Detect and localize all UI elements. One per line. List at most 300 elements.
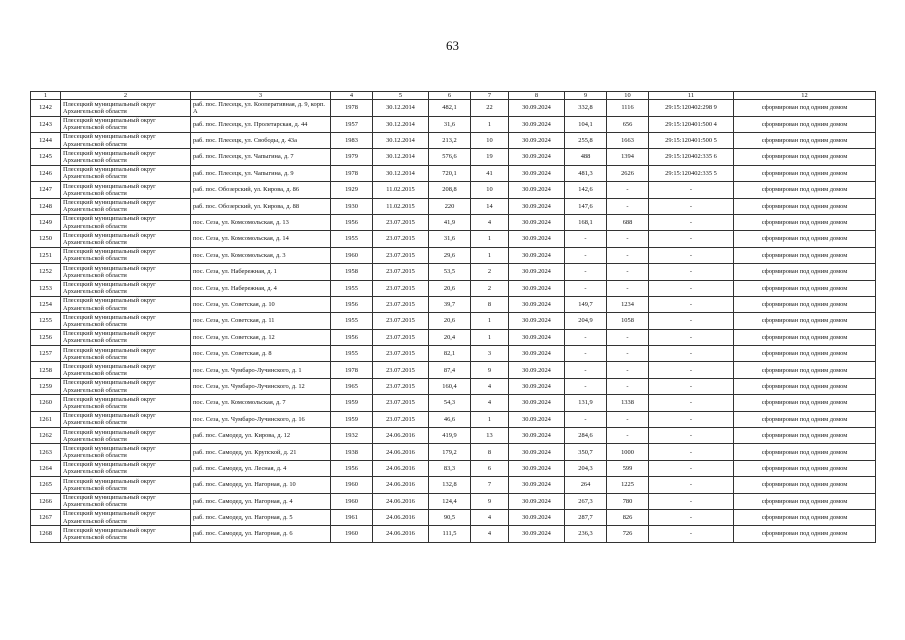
table-cell: 1960 bbox=[331, 477, 373, 493]
table-cell: - bbox=[565, 378, 607, 394]
table-cell: Плесецкий муниципальный округ Архангельской области bbox=[61, 231, 191, 247]
table-row bbox=[31, 460, 876, 476]
table-cell: 1252 bbox=[31, 264, 61, 280]
table-cell: 1959 bbox=[331, 395, 373, 411]
table-cell: Плесецкий муниципальный округ Архангельской области bbox=[61, 264, 191, 280]
table-cell: 1253 bbox=[31, 280, 61, 296]
table-cell: 284,6 bbox=[565, 428, 607, 444]
table-cell: 24.06.2016 bbox=[373, 493, 429, 509]
table-cell: Плесецкий муниципальный округ Архангельской области bbox=[61, 165, 191, 181]
table-cell: 10 bbox=[471, 132, 509, 148]
table-cell: Плесецкий муниципальный округ Архангельской области bbox=[61, 460, 191, 476]
table-cell: 1979 bbox=[331, 149, 373, 165]
table-cell: 1248 bbox=[31, 198, 61, 214]
table-cell: 24.06.2016 bbox=[373, 509, 429, 525]
column-number-cell: 10 bbox=[607, 92, 649, 100]
table-cell: 4 bbox=[471, 395, 509, 411]
table-cell: 1961 bbox=[331, 509, 373, 525]
table-cell: сформирован под одним домом bbox=[734, 247, 876, 263]
table-cell: 30.12.2014 bbox=[373, 149, 429, 165]
table-cell: 24.06.2016 bbox=[373, 477, 429, 493]
table-cell: 1960 bbox=[331, 247, 373, 263]
table-cell: 481,3 bbox=[565, 165, 607, 181]
table-cell: 1960 bbox=[331, 526, 373, 542]
table-cell: 87,4 bbox=[429, 362, 471, 378]
table-cell: 576,6 bbox=[429, 149, 471, 165]
table-row bbox=[31, 493, 876, 509]
table-cell: 4 bbox=[471, 509, 509, 525]
table-cell: - bbox=[565, 346, 607, 362]
table-cell: пос. Сеза, ул. Советская, д. 8 bbox=[191, 346, 331, 362]
table-cell: раб. пос. Самодед, ул. Нагорная, д. 5 bbox=[191, 509, 331, 525]
table-cell: сформирован под одним домом bbox=[734, 378, 876, 394]
table-cell: 1960 bbox=[331, 493, 373, 509]
table-cell: 2 bbox=[471, 264, 509, 280]
table-cell: 1258 bbox=[31, 362, 61, 378]
table-cell: 1234 bbox=[607, 296, 649, 312]
table-cell: 4 bbox=[471, 214, 509, 230]
table-cell: раб. пос. Плесецк, ул. Чапыгина, д. 9 bbox=[191, 165, 331, 181]
table-cell: 41 bbox=[471, 165, 509, 181]
table-cell: Плесецкий муниципальный округ Архангельской области bbox=[61, 493, 191, 509]
table-cell: 4 bbox=[471, 526, 509, 542]
table-cell: 656 bbox=[607, 116, 649, 132]
table-row bbox=[31, 313, 876, 329]
table-cell: - bbox=[607, 182, 649, 198]
table-cell: Плесецкий муниципальный округ Архангельской области bbox=[61, 526, 191, 542]
table-cell: сформирован под одним домом bbox=[734, 460, 876, 476]
table-cell: 1260 bbox=[31, 395, 61, 411]
table-row bbox=[31, 346, 876, 362]
table-cell: - bbox=[649, 329, 734, 345]
table-cell: сформирован под одним домом bbox=[734, 280, 876, 296]
table-cell: 1244 bbox=[31, 132, 61, 148]
table-cell: 1265 bbox=[31, 477, 61, 493]
table-cell: - bbox=[649, 428, 734, 444]
table-cell: - bbox=[607, 378, 649, 394]
table-cell: Плесецкий муниципальный округ Архангельской области bbox=[61, 100, 191, 116]
table-cell: - bbox=[649, 444, 734, 460]
table-cell: раб. пос. Самодед, ул. Нагорная, д. 6 bbox=[191, 526, 331, 542]
table-cell: 287,7 bbox=[565, 509, 607, 525]
table-cell: - bbox=[649, 280, 734, 296]
table-cell: 24.06.2016 bbox=[373, 428, 429, 444]
table-cell: - bbox=[565, 362, 607, 378]
table-cell: сформирован под одним домом bbox=[734, 329, 876, 345]
table-cell: 1243 bbox=[31, 116, 61, 132]
table-cell: 2626 bbox=[607, 165, 649, 181]
table-cell: 1930 bbox=[331, 198, 373, 214]
table-cell: раб. пос. Самодед, ул. Крупской, д. 21 bbox=[191, 444, 331, 460]
table-cell: 267,3 bbox=[565, 493, 607, 509]
table-cell: - bbox=[565, 280, 607, 296]
table-cell: 30.12.2014 bbox=[373, 116, 429, 132]
table-cell: 419,9 bbox=[429, 428, 471, 444]
table-cell: 46,6 bbox=[429, 411, 471, 427]
table-cell: 1955 bbox=[331, 313, 373, 329]
table-cell: 1058 bbox=[607, 313, 649, 329]
table-cell: 826 bbox=[607, 509, 649, 525]
table-cell: 30.09.2024 bbox=[509, 526, 565, 542]
table-cell: Плесецкий муниципальный округ Архангельской области bbox=[61, 214, 191, 230]
table-cell: 255,8 bbox=[565, 132, 607, 148]
table-cell: 104,1 bbox=[565, 116, 607, 132]
table-row bbox=[31, 428, 876, 444]
table-cell: - bbox=[565, 329, 607, 345]
table-cell: 1249 bbox=[31, 214, 61, 230]
table-cell: Плесецкий муниципальный округ Архангельской области bbox=[61, 477, 191, 493]
table-cell: 30.09.2024 bbox=[509, 149, 565, 165]
table-cell: 24.06.2016 bbox=[373, 526, 429, 542]
table-cell: пос. Сеза, ул. Чумбаро-Лучинского, д. 16 bbox=[191, 411, 331, 427]
table-cell: 1978 bbox=[331, 100, 373, 116]
table-cell: Плесецкий муниципальный округ Архангельской области bbox=[61, 395, 191, 411]
table-cell: 8 bbox=[471, 444, 509, 460]
table-cell: 29,6 bbox=[429, 247, 471, 263]
table-cell: - bbox=[607, 346, 649, 362]
table-cell: 1932 bbox=[331, 428, 373, 444]
table-cell: 1956 bbox=[331, 460, 373, 476]
table-cell: 10 bbox=[471, 182, 509, 198]
column-number-cell: 11 bbox=[649, 92, 734, 100]
table-row bbox=[31, 116, 876, 132]
table-cell: 1250 bbox=[31, 231, 61, 247]
table-cell: 1 bbox=[471, 329, 509, 345]
table-cell: 30.09.2024 bbox=[509, 460, 565, 476]
table-cell: 1956 bbox=[331, 214, 373, 230]
table-cell: сформирован под одним домом bbox=[734, 100, 876, 116]
table-cell: 213,2 bbox=[429, 132, 471, 148]
table-cell: 1251 bbox=[31, 247, 61, 263]
table-cell: Плесецкий муниципальный округ Архангельской области bbox=[61, 313, 191, 329]
table-cell: сформирован под одним домом bbox=[734, 132, 876, 148]
table-cell: 83,3 bbox=[429, 460, 471, 476]
table-cell: - bbox=[649, 477, 734, 493]
table-cell: пос. Сеза, ул. Набережная, д. 4 bbox=[191, 280, 331, 296]
table-cell: 142,6 bbox=[565, 182, 607, 198]
table-cell: 236,3 bbox=[565, 526, 607, 542]
table-row bbox=[31, 395, 876, 411]
table-cell: 124,4 bbox=[429, 493, 471, 509]
table-cell: 23.07.2015 bbox=[373, 411, 429, 427]
table-cell: 13 bbox=[471, 428, 509, 444]
table-cell: 23.07.2015 bbox=[373, 362, 429, 378]
table-cell: пос. Сеза, ул. Чумбаро-Лучинского, д. 12 bbox=[191, 378, 331, 394]
table-row bbox=[31, 231, 876, 247]
table-cell: 14 bbox=[471, 198, 509, 214]
table-cell: Плесецкий муниципальный округ Архангельской области bbox=[61, 509, 191, 525]
table-cell: 30.09.2024 bbox=[509, 214, 565, 230]
table-cell: 1958 bbox=[331, 264, 373, 280]
table-cell: пос. Сеза, ул. Советская, д. 12 bbox=[191, 329, 331, 345]
table-cell: сформирован под одним домом bbox=[734, 411, 876, 427]
table-row bbox=[31, 132, 876, 148]
table-cell: Плесецкий муниципальный округ Архангельской области bbox=[61, 198, 191, 214]
table-cell: 30.09.2024 bbox=[509, 509, 565, 525]
table-row bbox=[31, 264, 876, 280]
column-number-cell: 4 bbox=[331, 92, 373, 100]
table-cell: 1267 bbox=[31, 509, 61, 525]
table-cell: - bbox=[649, 296, 734, 312]
table-cell: 20,4 bbox=[429, 329, 471, 345]
table-cell: сформирован под одним домом bbox=[734, 444, 876, 460]
table-cell: Плесецкий муниципальный округ Архангельской области bbox=[61, 346, 191, 362]
table-cell: 332,8 bbox=[565, 100, 607, 116]
table-cell: 1242 bbox=[31, 100, 61, 116]
table-cell: - bbox=[649, 460, 734, 476]
table-cell: 208,8 bbox=[429, 182, 471, 198]
table-cell: 30.09.2024 bbox=[509, 329, 565, 345]
table-cell: Плесецкий муниципальный округ Архангельской области bbox=[61, 280, 191, 296]
table-cell: Плесецкий муниципальный округ Архангельской области bbox=[61, 247, 191, 263]
table-cell: - bbox=[565, 247, 607, 263]
table-cell: сформирован под одним домом bbox=[734, 395, 876, 411]
table-cell: - bbox=[565, 411, 607, 427]
table-cell: 220 bbox=[429, 198, 471, 214]
table-cell: пос. Сеза, ул. Комсомольская, д. 3 bbox=[191, 247, 331, 263]
table-cell: - bbox=[565, 231, 607, 247]
table-row bbox=[31, 477, 876, 493]
table-cell: 204,9 bbox=[565, 313, 607, 329]
table-cell: 1957 bbox=[331, 116, 373, 132]
table-cell: 1 bbox=[471, 116, 509, 132]
table-cell: 7 bbox=[471, 477, 509, 493]
table-cell: - bbox=[607, 362, 649, 378]
table-cell: 9 bbox=[471, 362, 509, 378]
table-cell: сформирован под одним домом bbox=[734, 346, 876, 362]
table-cell: Плесецкий муниципальный округ Архангельской области bbox=[61, 149, 191, 165]
table-cell: 1255 bbox=[31, 313, 61, 329]
table-cell: сформирован под одним домом bbox=[734, 198, 876, 214]
table-cell: 41,9 bbox=[429, 214, 471, 230]
table-cell: 1956 bbox=[331, 329, 373, 345]
table-cell: 30.09.2024 bbox=[509, 247, 565, 263]
table-cell: 8 bbox=[471, 296, 509, 312]
table-cell: 23.07.2015 bbox=[373, 280, 429, 296]
table-cell: 1264 bbox=[31, 460, 61, 476]
table-cell: 30.12.2014 bbox=[373, 132, 429, 148]
table-cell: 30.09.2024 bbox=[509, 411, 565, 427]
table-cell: 31,6 bbox=[429, 116, 471, 132]
column-number-cell: 1 bbox=[31, 92, 61, 100]
table-cell: пос. Сеза, ул. Комсомольская, д. 13 bbox=[191, 214, 331, 230]
table-cell: 29:15:120402:298 9 bbox=[649, 100, 734, 116]
table-cell: - bbox=[649, 182, 734, 198]
column-number-cell: 6 bbox=[429, 92, 471, 100]
table-row bbox=[31, 280, 876, 296]
table-cell: сформирован под одним домом bbox=[734, 149, 876, 165]
table-cell: - bbox=[649, 264, 734, 280]
table-cell: пос. Сеза, ул. Чумбаро-Лучинского, д. 1 bbox=[191, 362, 331, 378]
table-cell: сформирован под одним домом bbox=[734, 493, 876, 509]
table-cell: 30.09.2024 bbox=[509, 346, 565, 362]
table-cell: сформирован под одним домом bbox=[734, 165, 876, 181]
table-cell: 1929 bbox=[331, 182, 373, 198]
table-cell: 1 bbox=[471, 411, 509, 427]
table-cell: раб. пос. Плесецк, ул. Пролетарская, д. 44 bbox=[191, 116, 331, 132]
table-cell: 29:15:120402:335 5 bbox=[649, 165, 734, 181]
table-cell: - bbox=[607, 280, 649, 296]
column-number-cell: 5 bbox=[373, 92, 429, 100]
table-cell: Плесецкий муниципальный округ Архангельской области bbox=[61, 296, 191, 312]
table-row bbox=[31, 509, 876, 525]
table-cell: сформирован под одним домом bbox=[734, 477, 876, 493]
table-cell: 350,7 bbox=[565, 444, 607, 460]
table-cell: 23.07.2015 bbox=[373, 378, 429, 394]
table-cell: 160,4 bbox=[429, 378, 471, 394]
table-cell: 23.07.2015 bbox=[373, 329, 429, 345]
table-cell: 30.12.2014 bbox=[373, 100, 429, 116]
table-cell: 6 bbox=[471, 460, 509, 476]
table-cell: сформирован под одним домом bbox=[734, 509, 876, 525]
table-cell: 1225 bbox=[607, 477, 649, 493]
table-cell: сформирован под одним домом bbox=[734, 231, 876, 247]
table-cell: 30.09.2024 bbox=[509, 116, 565, 132]
table-cell: 1268 bbox=[31, 526, 61, 542]
table-cell: 30.09.2024 bbox=[509, 428, 565, 444]
table-cell: 1 bbox=[471, 247, 509, 263]
table-cell: 1955 bbox=[331, 346, 373, 362]
table-cell: 30.09.2024 bbox=[509, 231, 565, 247]
table-cell: 30.09.2024 bbox=[509, 493, 565, 509]
table-cell: 1 bbox=[471, 313, 509, 329]
table-cell: - bbox=[565, 264, 607, 280]
table-cell: пос. Сеза, ул. Советская, д. 11 bbox=[191, 313, 331, 329]
table-cell: Плесецкий муниципальный округ Архангельской области bbox=[61, 428, 191, 444]
table-cell: - bbox=[607, 411, 649, 427]
table-cell: 1116 bbox=[607, 100, 649, 116]
table-cell: 23.07.2015 bbox=[373, 214, 429, 230]
table-cell: - bbox=[649, 362, 734, 378]
table-cell: 23.07.2015 bbox=[373, 346, 429, 362]
table-cell: 24.06.2016 bbox=[373, 460, 429, 476]
table-cell: - bbox=[607, 428, 649, 444]
table-cell: 168,1 bbox=[565, 214, 607, 230]
table-cell: 111,5 bbox=[429, 526, 471, 542]
table-cell: сформирован под одним домом bbox=[734, 526, 876, 542]
table-cell: - bbox=[649, 313, 734, 329]
table-cell: сформирован под одним домом bbox=[734, 116, 876, 132]
table-cell: 1261 bbox=[31, 411, 61, 427]
table-cell: раб. пос. Самодед, ул. Нагорная, д. 4 bbox=[191, 493, 331, 509]
table-cell: раб. пос. Обозерский, ул. Кирова, д. 86 bbox=[191, 182, 331, 198]
table-cell: 3 bbox=[471, 346, 509, 362]
column-number-cell: 12 bbox=[734, 92, 876, 100]
table-cell: 1000 bbox=[607, 444, 649, 460]
table-cell: 599 bbox=[607, 460, 649, 476]
table-cell: 4 bbox=[471, 378, 509, 394]
table-cell: 30.09.2024 bbox=[509, 362, 565, 378]
table-row bbox=[31, 329, 876, 345]
column-number-cell: 3 bbox=[191, 92, 331, 100]
table-cell: 30.09.2024 bbox=[509, 100, 565, 116]
table-cell: 54,3 bbox=[429, 395, 471, 411]
table-cell: 30.09.2024 bbox=[509, 395, 565, 411]
table-row bbox=[31, 444, 876, 460]
table-cell: раб. пос. Обозерский, ул. Кирова, д. 88 bbox=[191, 198, 331, 214]
table-cell: 1959 bbox=[331, 411, 373, 427]
table-cell: сформирован под одним домом bbox=[734, 296, 876, 312]
table-cell: Плесецкий муниципальный округ Архангельской области bbox=[61, 132, 191, 148]
table-cell: 482,1 bbox=[429, 100, 471, 116]
table-cell: сформирован под одним домом bbox=[734, 313, 876, 329]
table-cell: 1246 bbox=[31, 165, 61, 181]
table-cell: 30.09.2024 bbox=[509, 444, 565, 460]
table-cell: 23.07.2015 bbox=[373, 264, 429, 280]
table-cell: 23.07.2015 bbox=[373, 395, 429, 411]
table-cell: - bbox=[649, 526, 734, 542]
table-cell: - bbox=[649, 509, 734, 525]
table-cell: - bbox=[649, 247, 734, 263]
table-cell: 20,6 bbox=[429, 280, 471, 296]
table-cell: 1983 bbox=[331, 132, 373, 148]
table-row bbox=[31, 182, 876, 198]
table-cell: раб. пос. Самодед, ул. Лесная, д. 4 bbox=[191, 460, 331, 476]
table-cell: 30.09.2024 bbox=[509, 182, 565, 198]
table-cell: 82,1 bbox=[429, 346, 471, 362]
table-cell: 1965 bbox=[331, 378, 373, 394]
table-cell: 688 bbox=[607, 214, 649, 230]
table-cell: - bbox=[607, 231, 649, 247]
table-row bbox=[31, 214, 876, 230]
table-cell: 488 bbox=[565, 149, 607, 165]
table-cell: 30.09.2024 bbox=[509, 264, 565, 280]
table-cell: 1259 bbox=[31, 378, 61, 394]
table-cell: 132,8 bbox=[429, 477, 471, 493]
table-cell: 149,7 bbox=[565, 296, 607, 312]
table-cell: раб. пос. Самодед, ул. Кирова, д. 12 bbox=[191, 428, 331, 444]
table-cell: 726 bbox=[607, 526, 649, 542]
table-cell: пос. Сеза, ул. Комсомольская, д. 14 bbox=[191, 231, 331, 247]
table-cell: 22 bbox=[471, 100, 509, 116]
table-cell: 30.09.2024 bbox=[509, 280, 565, 296]
table-cell: - bbox=[649, 493, 734, 509]
table-cell: раб. пос. Плесецк, ул. Свободы, д. 43а bbox=[191, 132, 331, 148]
table-cell: 1256 bbox=[31, 329, 61, 345]
housing-register-table bbox=[30, 91, 876, 543]
table-cell: 30.09.2024 bbox=[509, 132, 565, 148]
table-row bbox=[31, 165, 876, 181]
table-cell: 30.12.2014 bbox=[373, 165, 429, 181]
table-cell: сформирован под одним домом bbox=[734, 362, 876, 378]
table-row bbox=[31, 378, 876, 394]
table-cell: 1955 bbox=[331, 280, 373, 296]
table-row bbox=[31, 247, 876, 263]
table-cell: 1262 bbox=[31, 428, 61, 444]
table-cell: пос. Сеза, ул. Комсомольская, д. 7 bbox=[191, 395, 331, 411]
table-cell: 204,3 bbox=[565, 460, 607, 476]
table-cell: - bbox=[649, 214, 734, 230]
table-cell: 24.06.2016 bbox=[373, 444, 429, 460]
table-cell: 31,6 bbox=[429, 231, 471, 247]
table-cell: - bbox=[607, 247, 649, 263]
column-number-cell: 7 bbox=[471, 92, 509, 100]
table-cell: 1254 bbox=[31, 296, 61, 312]
table-cell: 20,6 bbox=[429, 313, 471, 329]
table-cell: - bbox=[649, 346, 734, 362]
table-cell: - bbox=[649, 198, 734, 214]
table-cell: 30.09.2024 bbox=[509, 165, 565, 181]
column-number-row bbox=[31, 92, 876, 100]
table-cell: 1663 bbox=[607, 132, 649, 148]
page-number: 63 bbox=[446, 38, 459, 53]
table-cell: раб. пос. Плесецк, ул. Кооперативная, д. 9, корп. А bbox=[191, 100, 331, 116]
table-cell: 1338 bbox=[607, 395, 649, 411]
table-cell: 19 bbox=[471, 149, 509, 165]
table-cell: 264 bbox=[565, 477, 607, 493]
table-cell: - bbox=[649, 411, 734, 427]
table-cell: - bbox=[607, 198, 649, 214]
